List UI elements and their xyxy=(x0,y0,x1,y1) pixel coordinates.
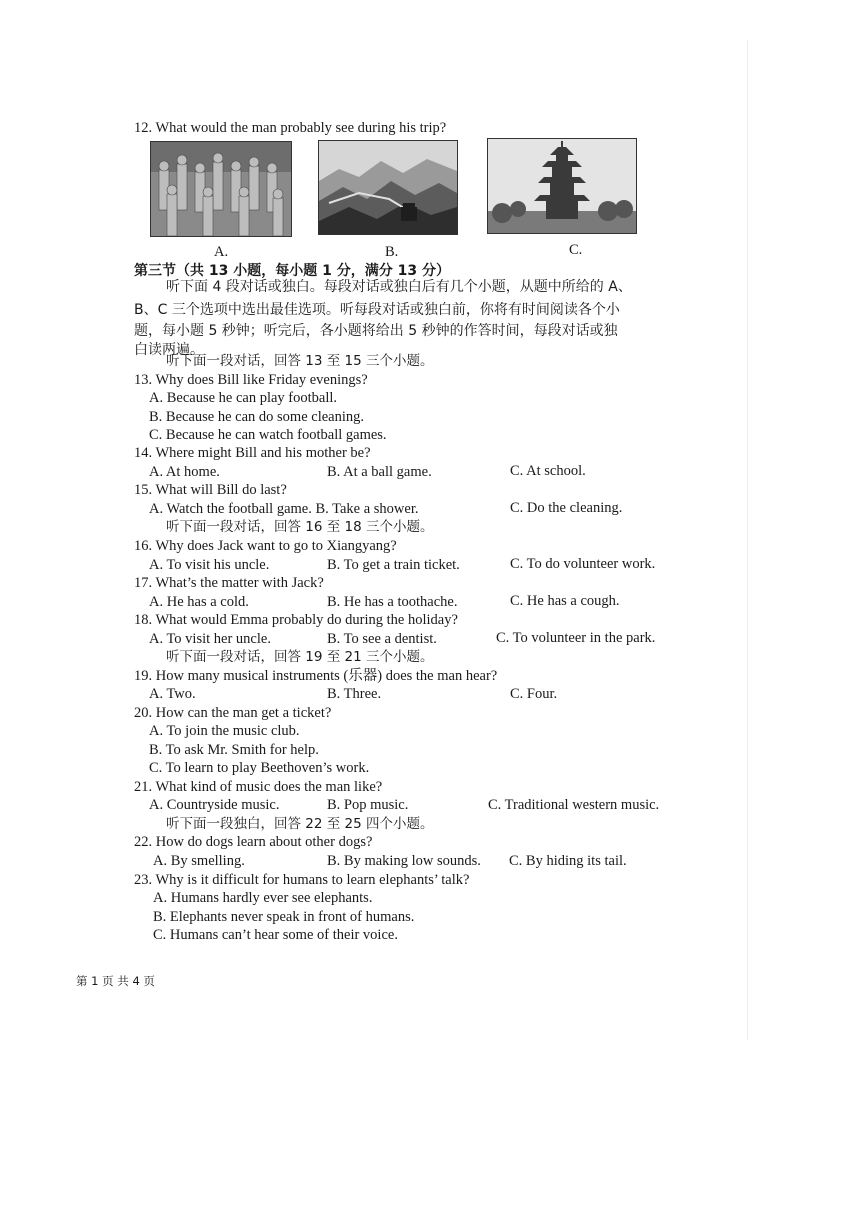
option-15c: C. Do the cleaning. xyxy=(510,500,623,516)
option-17c: C. He has a cough. xyxy=(510,593,620,609)
option-19c: C. Four. xyxy=(510,686,558,702)
option-18b: B. To see a dentist. xyxy=(327,631,437,647)
picture-label-c: C. xyxy=(569,242,583,258)
option-20b: B. To ask Mr. Smith for help. xyxy=(149,742,319,758)
option-14a: A. At home. xyxy=(149,464,220,480)
group-instruction: 听下面一段对话，回答 16 至 18 三个小题。 xyxy=(166,519,434,535)
group-instruction: 听下面一段对话，回答 19 至 21 三个小题。 xyxy=(166,649,434,665)
picture-label-a: A. xyxy=(214,244,229,260)
option-17a: A. He has a cold. xyxy=(149,594,249,610)
option-22a: A. By smelling. xyxy=(153,853,245,869)
option-22c: C. By hiding its tail. xyxy=(509,853,627,869)
option-20a: A. To join the music club. xyxy=(149,723,300,739)
group-instruction: 听下面一段对话，回答 13 至 15 三个小题。 xyxy=(166,353,434,369)
option-21c: C. Traditional western music. xyxy=(488,797,660,813)
page-footer: 第 1 页 共 4 页 xyxy=(76,974,155,988)
option-21a: A. Countryside music. xyxy=(149,797,280,813)
option-18c: C. To volunteer in the park. xyxy=(496,630,656,646)
option-18a: A. To visit her uncle. xyxy=(149,631,271,647)
instruction-line-4: 白读两遍。 xyxy=(134,342,204,358)
instruction-line-2: B、C 三个选项中选出最佳选项。听每段对话或独白前，你将有时间阅读各个小 xyxy=(134,302,620,318)
question-12: 12. What would the man probably see during his trip? xyxy=(134,120,447,136)
option-13c: C. Because he can watch football games. xyxy=(149,427,387,443)
picture-label-b: B. xyxy=(385,244,399,260)
option-17b: B. He has a toothache. xyxy=(327,594,458,610)
option-16a: A. To visit his uncle. xyxy=(149,557,270,573)
question-13: 13. Why does Bill like Friday evenings? xyxy=(134,372,368,388)
question-21: 21. What kind of music does the man like? xyxy=(134,779,383,795)
question-23: 23. Why is it difficult for humans to learn elephants’ talk? xyxy=(134,872,470,888)
question-20: 20. How can the man get a ticket? xyxy=(134,705,332,721)
question-16: 16. Why does Jack want to go to Xiangyang? xyxy=(134,538,397,554)
question-22: 22. How do dogs learn about other dogs? xyxy=(134,834,373,850)
option-21b: B. Pop music. xyxy=(327,797,409,813)
instruction-line-1: 听下面 4 段对话或独白。每段对话或独白后有几个小题，从题中所给的 A、 xyxy=(166,279,632,295)
question-19: 19. How many musical instruments (乐器) does the man hear? xyxy=(134,668,498,684)
yellow-crane-tower-photo xyxy=(487,138,637,234)
question-15: 15. What will Bill do last? xyxy=(134,482,287,498)
option-16b: B. To get a train ticket. xyxy=(327,557,460,573)
question-17: 17. What’s the matter with Jack? xyxy=(134,575,324,591)
option-14c: C. At school. xyxy=(510,463,586,479)
group-instruction: 听下面一段独白，回答 22 至 25 四个小题。 xyxy=(166,816,434,832)
question-18: 18. What would Emma probably do during the holiday? xyxy=(134,612,458,628)
terracotta-warriors-photo xyxy=(150,141,292,237)
option-23c: C. Humans can’t hear some of their voice. xyxy=(153,927,398,943)
great-wall-photo xyxy=(318,140,458,235)
option-13b: B. Because he can do some cleaning. xyxy=(149,409,365,425)
option-15ab: A. Watch the football game. B. Take a shower. xyxy=(149,501,419,517)
section-title: 第三节（共 13 小题，每小题 1 分，满分 13 分） xyxy=(134,263,450,279)
option-19a: A. Two. xyxy=(149,686,196,702)
option-19b: B. Three. xyxy=(327,686,382,702)
option-14b: B. At a ball game. xyxy=(327,464,432,480)
option-22b: B. By making low sounds. xyxy=(327,853,481,869)
option-16c: C. To do volunteer work. xyxy=(510,556,656,572)
option-13a: A. Because he can play football. xyxy=(149,390,338,406)
page-edge-shadow xyxy=(747,40,748,1040)
instruction-line-3: 题，每小题 5 秒钟；听完后，各小题将给出 5 秒钟的作答时间，每段对话或独 xyxy=(134,323,618,339)
option-23b: B. Elephants never speak in front of humans. xyxy=(153,909,415,925)
option-23a: A. Humans hardly ever see elephants. xyxy=(153,890,373,906)
option-20c: C. To learn to play Beethoven’s work. xyxy=(149,760,370,776)
question-14: 14. Where might Bill and his mother be? xyxy=(134,445,371,461)
